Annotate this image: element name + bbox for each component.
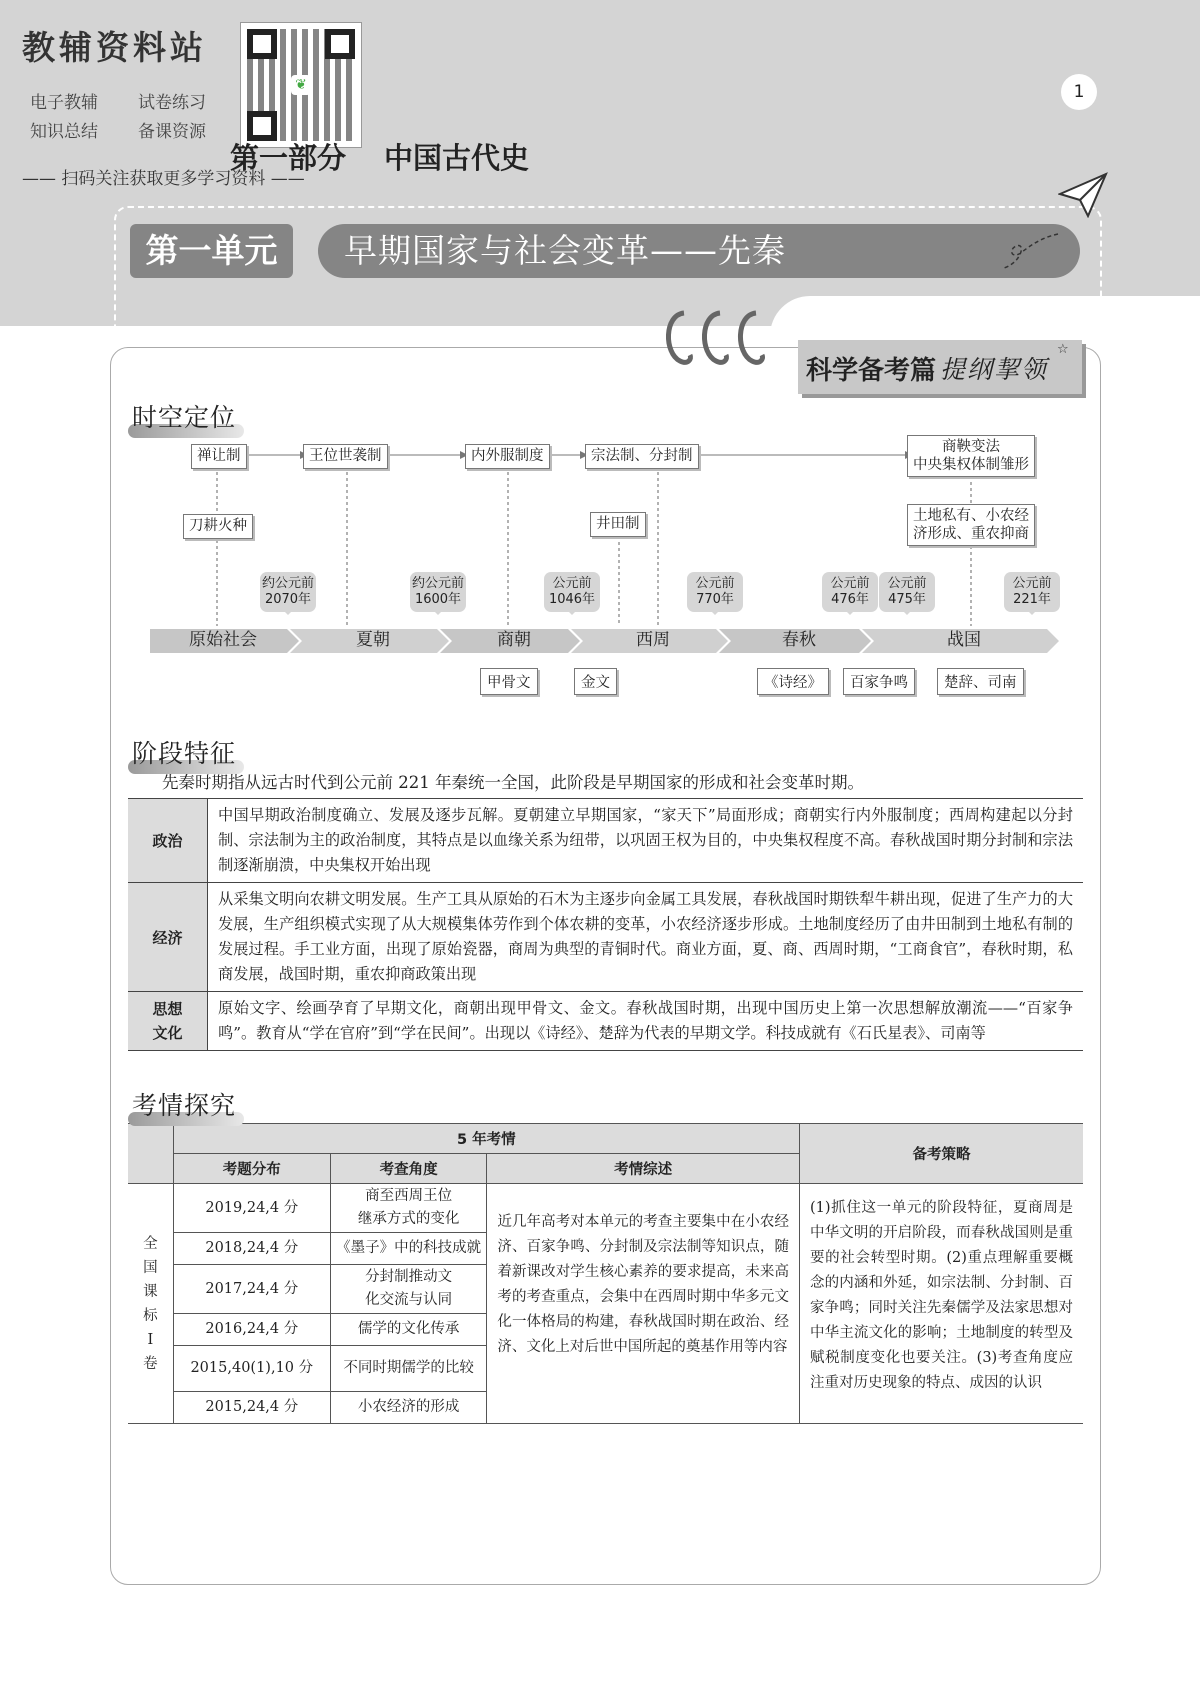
tag-main: 科学备考篇 bbox=[806, 356, 937, 386]
stage-intro: 先秦时期指从远古时代到公元前 221 年秦统一全国，此阶段是早期国家的形成和社会变革时期。 bbox=[162, 773, 864, 792]
row-text-economy: 从采集文明向农耕文明发展。生产工具从原始的石木为主逐步向金属工具发展，春秋战国时期铁犁牛耕出现，促进了生产力的大发展，生产组织模式实现了从大规模集体劳作到个体农耕的变革，小农经济逐步形成。土地制度经历了由井田制到土地私有制的发展过程。手工业方面，出现了原始瓷器，商周为典型的青铜时代。商业方面，夏、商、西周时期，“工商食官”，春秋时期，私商发展，战国时期，重农抑商政策出现 bbox=[208, 883, 1084, 992]
cell-angle: 分封制推动文 化交流与认同 bbox=[330, 1265, 486, 1314]
date-1600bc: 约公元前 1600年 bbox=[410, 572, 466, 612]
section-title-stage: 阶段特征 bbox=[132, 739, 237, 768]
part-label: 第一部分 bbox=[230, 141, 347, 175]
page-number: 1 bbox=[1061, 74, 1097, 110]
box-jingtian: 井田制 bbox=[590, 512, 646, 537]
cell-angle: 商至西周王位 继承方式的变化 bbox=[330, 1184, 486, 1233]
part-title: 中国古代史 bbox=[384, 141, 530, 175]
cell-dist: 2017,24,4 分 bbox=[173, 1265, 330, 1314]
cell-angle: 小农经济的形成 bbox=[330, 1392, 486, 1424]
qr-code-icon[interactable]: ❦ bbox=[240, 22, 362, 148]
era-spring-autumn: 春秋 bbox=[782, 630, 816, 650]
region-label: 全 国 课 标 Ⅰ 卷 bbox=[128, 1184, 173, 1424]
link-summary[interactable]: 知识总结 bbox=[30, 122, 98, 142]
date-476bc: 公元前 476年 bbox=[822, 572, 878, 612]
tag-sub: 提纲挈领 bbox=[940, 355, 1049, 384]
box-chuci-sinan: 楚辞、司南 bbox=[937, 668, 1024, 695]
box-hereditary: 王位世袭制 bbox=[303, 444, 388, 469]
date-1046bc: 公元前 1046年 bbox=[544, 572, 600, 612]
link-exams[interactable]: 试卷练习 bbox=[138, 93, 206, 113]
date-221bc: 公元前 221年 bbox=[1004, 572, 1060, 612]
cell-dist: 2018,24,4 分 bbox=[173, 1233, 330, 1265]
table-row bbox=[128, 1184, 1083, 1233]
table-row bbox=[128, 883, 1083, 992]
box-private-land: 土地私有、小农经 济形成、重农抑商 bbox=[907, 504, 1035, 546]
unit-badge: 第一单元 bbox=[130, 224, 293, 278]
cell-angle: 《墨子》中的科技成就 bbox=[330, 1233, 486, 1265]
era-primitive: 原始社会 bbox=[189, 630, 257, 650]
table-row bbox=[128, 799, 1083, 883]
era-xia: 夏朝 bbox=[356, 630, 390, 650]
exam-table bbox=[128, 1123, 1083, 1424]
section-title-timeline: 时空定位 bbox=[132, 403, 237, 432]
date-475bc: 公元前 475年 bbox=[879, 572, 935, 612]
header-strategy: 备考策略 bbox=[799, 1124, 1083, 1184]
row-label-culture: 思想 文化 bbox=[128, 992, 208, 1051]
box-shangyang: 商鞅变法 中央集权体制雏形 bbox=[907, 435, 1035, 477]
unit-title: 早期国家与社会变革——先秦 bbox=[318, 224, 1080, 278]
header-five-year: 5 年考情 bbox=[173, 1124, 799, 1154]
row-text-culture: 原始文字、绘画孕育了早期文化，商朝出现甲骨文、金文。春秋战国时期，出现中国历史上第一次思想解放潮流——“百家争鸣”。教育从“学在官府”到“学在民间”。出现以《诗经》、楚辞为代表的早期文学。科技成就有《石氏星表》、司南等 bbox=[208, 992, 1084, 1051]
header-distribution: 考题分布 bbox=[173, 1154, 330, 1184]
star-icon: ☆ bbox=[1057, 342, 1069, 357]
scan-hint: —— 扫码关注获取更多学习资料 —— bbox=[22, 169, 305, 189]
header-summary: 考情综述 bbox=[487, 1154, 800, 1184]
date-2070bc: 约公元前 2070年 bbox=[260, 572, 316, 612]
era-shang: 商朝 bbox=[497, 630, 531, 650]
cell-dist: 2019,24,4 分 bbox=[173, 1184, 330, 1233]
box-oracle-bone: 甲骨文 bbox=[480, 668, 538, 695]
box-slash-burn: 刀耕火种 bbox=[183, 514, 253, 539]
cell-angle: 儒学的文化传承 bbox=[330, 1314, 486, 1346]
header-angle: 考查角度 bbox=[330, 1154, 486, 1184]
link-resources[interactable]: 备课资源 bbox=[138, 122, 206, 142]
stage-table bbox=[128, 798, 1083, 1051]
cell-summary: 近几年高考对本单元的考查主要集中在小农经济、百家争鸣、分封制及宗法制等知识点，随着新课改对学生核心素养的要求提高，未来高考的考查重点，会集中在西周时期中华多元文化一体格局的构建，春秋战国时期在政治、经济、文化上对后世中国所起的奠基作用等内容 bbox=[487, 1184, 800, 1424]
box-hundred-schools: 百家争鸣 bbox=[843, 668, 915, 695]
date-770bc: 公元前 770年 bbox=[687, 572, 743, 612]
box-neiwaifu: 内外服制度 bbox=[465, 444, 550, 469]
era-warring-states: 战国 bbox=[947, 630, 981, 650]
cell-angle: 不同时期儒学的比较 bbox=[330, 1346, 486, 1392]
era-western-zhou: 西周 bbox=[636, 630, 670, 650]
box-shijing: 《诗经》 bbox=[757, 668, 829, 695]
box-zongfa-fenfeng: 宗法制、分封制 bbox=[585, 444, 699, 469]
row-label-politics: 政治 bbox=[128, 799, 208, 883]
box-shanrang: 禅让制 bbox=[191, 444, 247, 469]
section-title-exam: 考情探究 bbox=[132, 1091, 237, 1120]
cell-dist: 2015,40(1),10 分 bbox=[173, 1346, 330, 1392]
timeline-connectors bbox=[0, 0, 1200, 720]
link-ebook[interactable]: 电子教辅 bbox=[30, 93, 98, 113]
cell-dist: 2016,24,4 分 bbox=[173, 1314, 330, 1346]
row-label-economy: 经济 bbox=[128, 883, 208, 992]
table-row bbox=[128, 992, 1083, 1051]
site-name: 教辅资料站 bbox=[22, 28, 207, 67]
cell-dist: 2015,24,4 分 bbox=[173, 1392, 330, 1424]
row-text-politics: 中国早期政治制度确立、发展及逐步瓦解。夏朝建立早期国家，“家天下”局面形成；商朝实行内外服制度；西周构建起以分封制、宗法制为主的政治制度，其特点是以血缘关系为纽带，以巩固王权为目的，中央集权程度不高。春秋战国时期分封制和宗法制逐渐崩溃，中央集权开始出现 bbox=[208, 799, 1084, 883]
box-bronze-script: 金文 bbox=[574, 668, 617, 695]
cell-strategy: (1)抓住这一单元的阶段特征，夏商周是中华文明的开启阶段，而春秋战国则是重要的社会转型时期。(2)重点理解重要概念的内涵和外延，如宗法制、分封制、百家争鸣；同时关注先秦儒学及法家思想对中华主流文化的影响；土地制度的转型及赋税制度变化也要关注。(3)考查角度应注重对历史现象的特点、成因的认识 bbox=[799, 1184, 1083, 1424]
